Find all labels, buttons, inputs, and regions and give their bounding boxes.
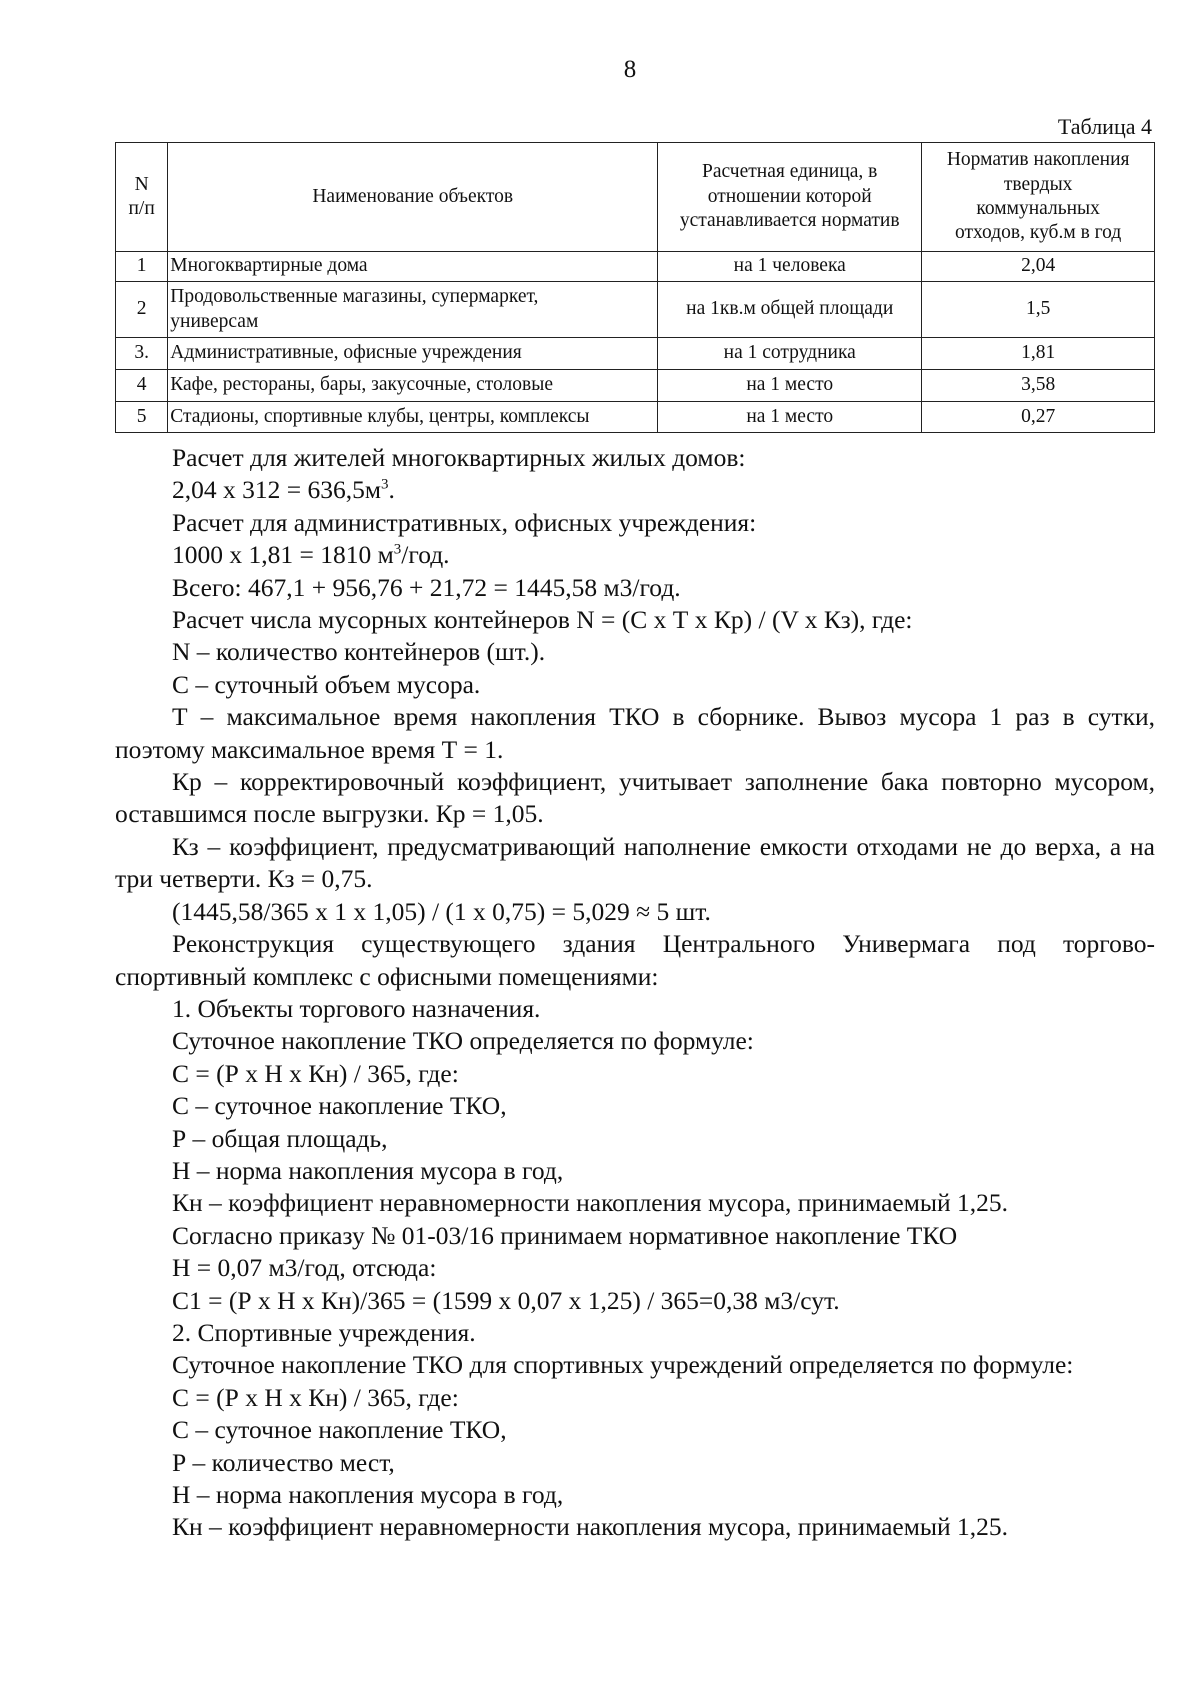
paragraph: Расчет для жителей многоквартирных жилых домов: bbox=[172, 443, 746, 472]
cell-unit: на 1 сотрудника bbox=[658, 338, 922, 370]
cell-unit: на 1кв.м общей площади bbox=[658, 282, 922, 338]
paragraph: Н – норма накопления мусора в год, bbox=[172, 1155, 564, 1185]
formula-line: 2,04 х $312 = 636,5м^3$. bbox=[172, 475, 395, 505]
cell-name: Продовольственные магазины, супермаркет, универсам bbox=[168, 282, 658, 338]
cell-norm: 1,5 bbox=[922, 282, 1155, 338]
paragraph: Кр – корректировочный коэффициент, учитывает заполнение бака повторно мусором, оставшимся после выгрузки. Кр = 1,05. bbox=[115, 767, 1155, 829]
paragraph: Р – количество мест, bbox=[172, 1447, 395, 1477]
paragraph: 1. Объекты торгового назначения. bbox=[172, 993, 541, 1023]
paragraph: Н – норма накопления мусора в год, bbox=[172, 1480, 564, 1509]
cell-unit: на 1 место bbox=[658, 370, 922, 402]
cell-unit: на 1 человека bbox=[658, 252, 922, 282]
paragraph: Н = 0,07 м3/год, отсюда: bbox=[172, 1253, 437, 1283]
paragraph: Кн – коэффициент неравномерности накопления мусора, принимаемый 1,25. bbox=[172, 1188, 1009, 1218]
paragraph: Согласно приказу № 01-03/16 принимаем нормативное накопление ТКО bbox=[172, 1220, 958, 1250]
paragraph: Расчет числа мусорных контейнеров N = (С х Т х Кр) / (V х Кз), где: bbox=[172, 605, 913, 635]
paragraph: С = (Р х Н х Кн) / 365, где: bbox=[172, 1382, 459, 1412]
cell-name: Административные, офисные учреждения bbox=[168, 338, 658, 370]
paragraph: Расчет для административных, офисных учреждения: bbox=[172, 507, 757, 537]
paragraph: Кз – коэффициент, предусматривающий наполнение емкости отходами не до верха, а на три четверти. Кз = 0,75. bbox=[115, 831, 1155, 894]
cell-name: Стадионы, спортивные клубы, центры, комплексы bbox=[168, 402, 658, 433]
header-norm: Норматив накопления твердых коммунальных отходов, куб.м в год bbox=[922, 143, 1155, 252]
paragraph: С = (Р х Н х Кн) / 365, где: bbox=[172, 1058, 459, 1088]
table-row bbox=[116, 402, 1155, 433]
paragraph: С – суточное накопление ТКО, bbox=[172, 1415, 507, 1445]
cell-norm: 3,58 bbox=[922, 370, 1155, 402]
table-row bbox=[116, 282, 1155, 338]
table-row bbox=[116, 370, 1155, 402]
formula-line: 1000 х 1,81 = 1810 $м^3$/год. bbox=[172, 540, 450, 570]
header-name: Наименование объектов bbox=[168, 143, 658, 252]
paragraph: (1445,58/365 х 1 х 1,05) / (1 х 0,75) = 5,029 ≈ 5 шт. bbox=[172, 896, 711, 926]
paragraph: Р – общая площадь, bbox=[172, 1123, 388, 1153]
paragraph: Кн – коэффициент неравномерности накопления мусора, принимаемый 1,25. bbox=[172, 1512, 1009, 1542]
paragraph: С – суточный объем мусора. bbox=[172, 669, 481, 699]
table-caption: Таблица 4 bbox=[1057, 114, 1152, 139]
paragraph: Суточное накопление ТКО определяется по формуле: bbox=[172, 1026, 754, 1056]
paragraph: Реконструкция существующего здания Центрального Универмага под торгово-спортивный комплекс с офисными помещениями: bbox=[115, 929, 1155, 991]
header-unit: Расчетная единица, в отношении которой устанавливается норматив bbox=[658, 143, 922, 252]
cell-name: Многоквартирные дома bbox=[168, 252, 658, 282]
cell-name: Кафе, рестораны, бары, закусочные, столовые bbox=[168, 370, 658, 402]
paragraph: Суточное накопление ТКО для спортивных учреждений определяется по формуле: bbox=[172, 1350, 1074, 1380]
cell-num: 4 bbox=[116, 370, 168, 402]
paragraph: Всего: 467,1 + 956,76 + 21,72 = 1445,58 м3/год. bbox=[172, 572, 681, 602]
paragraph: 2. Спортивные учреждения. bbox=[172, 1317, 476, 1347]
table-header-row bbox=[116, 143, 1155, 252]
paragraph: С1 = (Р х Н х Кн)/365 = (1599 х 0,07 х 1,25) / 365=0,38 м3/сут. bbox=[172, 1285, 840, 1315]
cell-num: 1 bbox=[116, 252, 168, 282]
cell-num: 3. bbox=[116, 338, 168, 370]
cell-num: 5 bbox=[116, 402, 168, 433]
cell-norm: 2,04 bbox=[922, 252, 1155, 282]
header-num: N п/п bbox=[116, 143, 168, 252]
paragraph: С – суточное накопление ТКО, bbox=[172, 1091, 507, 1121]
page-number: 8 bbox=[623, 56, 637, 83]
cell-norm: 0,27 bbox=[922, 402, 1155, 433]
norms-table bbox=[115, 142, 1155, 433]
cell-num: 2 bbox=[116, 282, 168, 338]
cell-unit: на 1 место bbox=[658, 402, 922, 433]
body-text bbox=[115, 442, 1155, 1544]
table-row bbox=[116, 338, 1155, 370]
table-row bbox=[116, 252, 1155, 282]
paragraph: Т – максимальное время накопления ТКО в сборнике. Вывоз мусора 1 раз в сутки, поэтому максимальное время Т = 1. bbox=[115, 702, 1155, 764]
cell-norm: 1,81 bbox=[922, 338, 1155, 370]
paragraph: N – количество контейнеров (шт.). bbox=[172, 637, 546, 667]
